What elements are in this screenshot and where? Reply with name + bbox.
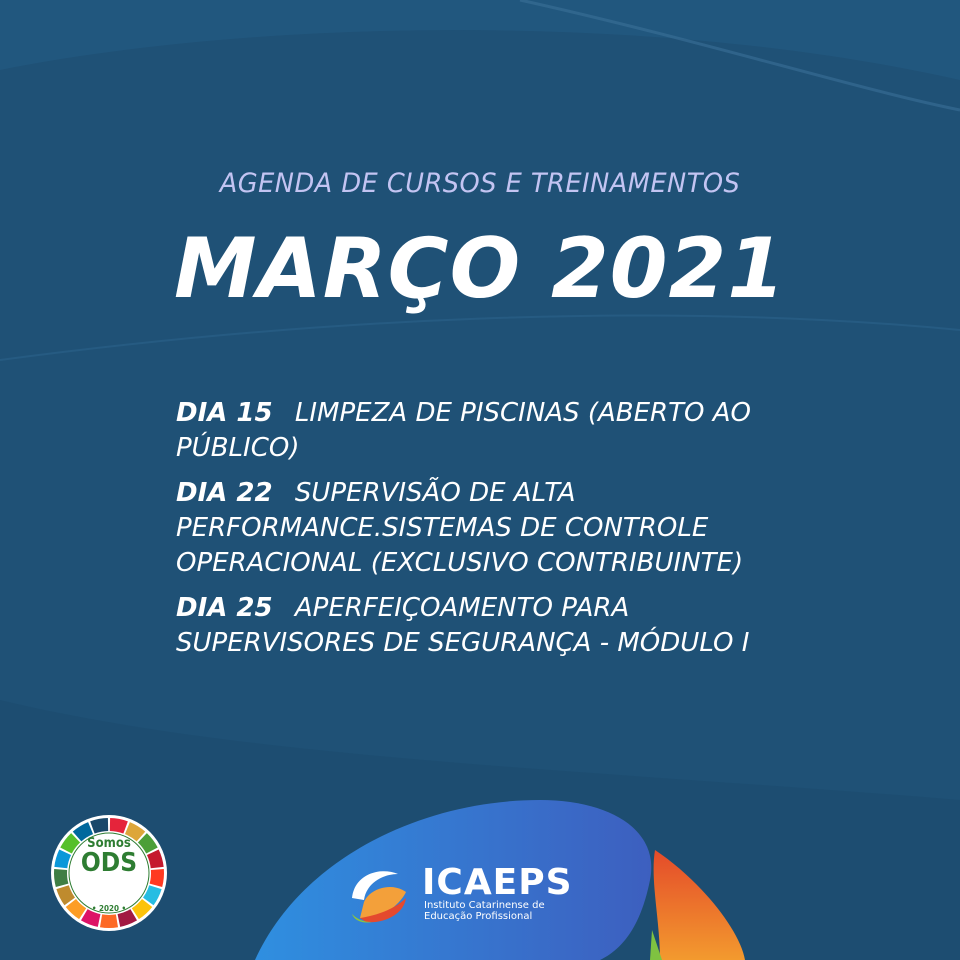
agenda-description: APERFEIÇOAMENTO PARA SUPERVISORES DE SEGURANÇA - MÓDULO I [176, 593, 750, 658]
agenda-item [176, 591, 796, 661]
brand-subtitle-line2: Educação Profissional [424, 911, 533, 922]
icaeps-logo-icon [344, 858, 416, 930]
subtitle: AGENDA DE CURSOS E TREINAMENTOS [219, 168, 741, 199]
seal-somos-text: Somos [87, 836, 131, 851]
seal-year-text: • 2020 • [91, 904, 127, 913]
agenda-item [176, 396, 796, 466]
agenda-day: DIA 22 [176, 478, 273, 508]
agenda-day: DIA 15 [176, 398, 273, 428]
brand-subtitle-line1: Instituto Catarinense de [424, 900, 545, 911]
page-title: MARÇO 2021 [173, 220, 787, 317]
brand-subtitle [424, 900, 545, 922]
ods-ring-segment [100, 914, 118, 928]
agenda-list [176, 396, 796, 671]
agenda-description: SUPERVISÃO DE ALTA PERFORMANCE.SISTEMAS DE CONTROLE OPERACIONAL (EXCLUSIVO CONTRIBUINTE) [176, 478, 744, 578]
brand-name: ICAEPS [422, 862, 573, 903]
agenda-description: LIMPEZA DE PISCINAS (ABERTO AO PÚBLICO) [176, 398, 751, 463]
seal-ods-text: ODS [80, 848, 138, 878]
top-wave [0, 0, 960, 80]
ods-seal [50, 814, 168, 932]
agenda-day: DIA 25 [176, 593, 273, 623]
brand-logo [344, 850, 604, 930]
agenda-item [176, 476, 796, 581]
